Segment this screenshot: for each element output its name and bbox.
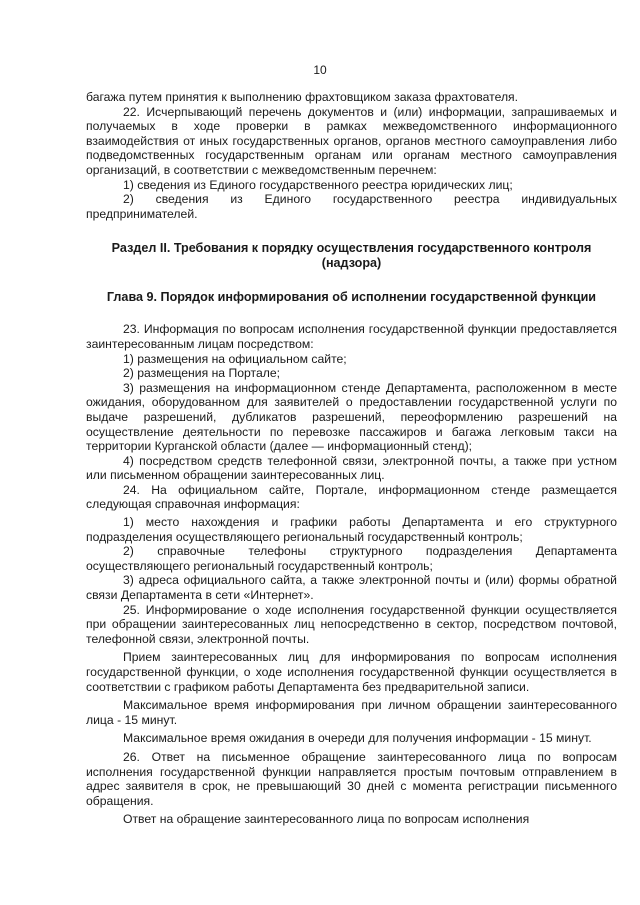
list-item: 2) размещения на Портале; bbox=[123, 366, 281, 381]
paragraph: Максимальное время информирования при личном обращении заинтересованного лица - 15 минут. bbox=[86, 698, 617, 727]
paragraph: Максимальное время ожидания в очереди для получения информации - 15 минут. bbox=[123, 731, 592, 746]
paragraph-continuation: багажа путем принятия к выполнению фрахтовщиком заказа фрахтователя. bbox=[86, 90, 519, 104]
list-item: 3) адреса официального сайта, а также электронной почты и (или) формы обратной связи Департамента в сети «Интернет». bbox=[86, 573, 617, 603]
list-item: 1) место нахождения и графики работы Департамента и его структурного подразделения осуществляющего региональный государственный контроль; bbox=[86, 515, 617, 544]
paragraph: Прием заинтересованных лиц для информирования по вопросам исполнения государственной функции, о ходе исполнения государственной функции осуществляется в соответствии с графиком работы Департамента без предварительной записи. bbox=[86, 650, 617, 694]
paragraph-item-22: 22. Исчерпывающий перечень документов и (или) информации, запрашиваемых и получаемых в ходе проверки в рамках межведомственного информационного взаимодействия от иных государственных органов, органов местного самоуправления либо подведомственных государственным органам или органам местного самоуправления организаций, в соответствии с межведомственным перечнем: bbox=[86, 104, 617, 177]
list-item: 2) сведения из Единого государственного реестра индивидуальных предпринимателей. bbox=[86, 192, 617, 221]
page-number: 10 bbox=[313, 63, 327, 77]
list-item: 2) справочные телефоны структурного подразделения Департамента осуществляющего региональный государственный контроль; bbox=[86, 544, 617, 573]
paragraph: Ответ на обращение заинтересованного лица по вопросам исполнения bbox=[123, 812, 530, 827]
paragraph-item-26: 26. Ответ на письменное обращение заинтересованного лица по вопросам исполнения государственной функции направляется простым почтовым отправлением в адрес заявителя в срок, не превышающий 30 дней с момента регистрации письменного обращения. bbox=[86, 749, 617, 808]
paragraph-item-23: 23. Информация по вопросам исполнения государственной функции предоставляется заинтересованным лицам посредством: bbox=[86, 322, 617, 351]
list-item: 3) размещения на информационном стенде Департамента, расположенном в месте ожидания, оборудованном для заявителей о предоставлении государственной услуги по выдаче разрешений, дубликатов разрешений, переоформлению разрешений на осуществление деятельности по перевозке пассажиров и багажа легковым такси на территории Курганской области (далее — информационный стенд); bbox=[86, 380, 617, 454]
list-item: 1) сведения из Единого государственного реестра юридических лиц; bbox=[123, 177, 513, 192]
section-heading: Раздел II. Требования к порядку осуществления государственного контроля (надзора) bbox=[111, 241, 592, 271]
list-item: 1) размещения на официальном сайте; bbox=[123, 351, 347, 366]
paragraph-item-25: 25. Информирование о ходе исполнения государственной функции осуществляется при обращении заинтересованных лиц непосредственно в сектор, посредством почтовой, телефонной связи, электронной почты. bbox=[86, 602, 617, 646]
list-item: 4) посредством средств телефонной связи, электронной почты, а также при устном или письменном обращении заинтересованных лиц. bbox=[86, 453, 617, 483]
chapter-heading: Глава 9. Порядок информирования об исполнении государственной функции bbox=[106, 290, 597, 305]
document-body bbox=[86, 90, 617, 827]
paragraph-item-24: 24. На официальном сайте, Портале, информационном стенде размещается следующая справочная информация: bbox=[86, 482, 617, 512]
